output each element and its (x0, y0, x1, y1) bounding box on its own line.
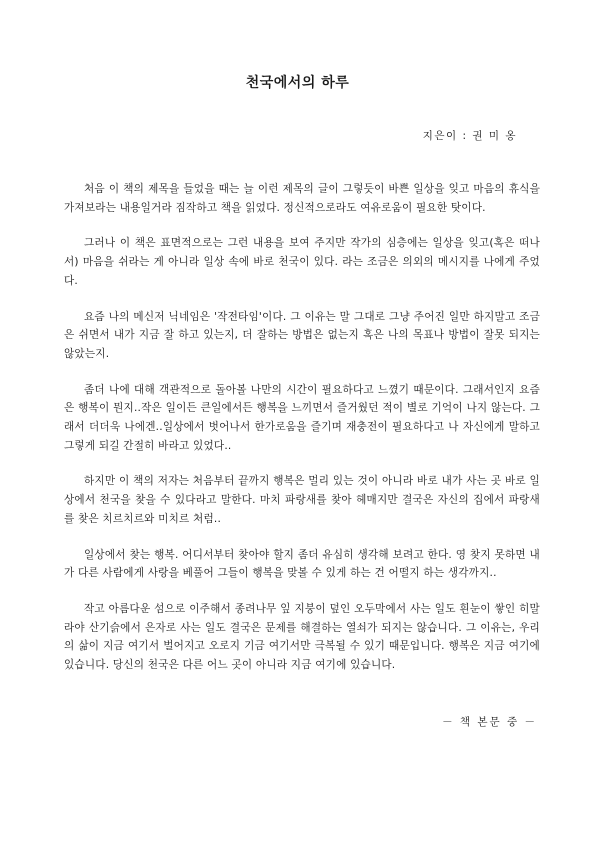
paragraph-3: 요즘 나의 메신저 닉네임은 '작전타임'이다. 그 이유는 말 그대로 그냥 주어진 일만 하지말고 조금은 쉬면서 내가 지금 잘 하고 있는지, 더 잘하는 방법은 없는지 혹은 나의 목표나 방법이 잘못 되지는 않았는지. (64, 310, 541, 360)
paragraph-1: 처음 이 책의 제목을 들었을 때는 늘 이런 제목의 글이 그렇듯이 바쁜 일상을 잊고 마음의 휴식을 가져보라는 내용일거라 짐작하고 책을 읽었다. 정신적으로라도 여유로움이 필요한 탓이다. (64, 183, 540, 214)
paragraph-2: 그러나 이 책은 표면적으로는 그런 내용을 보여 주지만 작가의 심층에는 일상을 잊고(혹은 떠나서) 마음을 쉬라는 게 아니라 일상 속에 바로 천국이 있다. 라는 조금은 의외의 메시지를 나에게 주었다. (64, 237, 540, 287)
source-note: － 책 본문 중 － (442, 716, 537, 728)
document-title: 천국에서의 하루 (245, 75, 350, 91)
paragraph-6: 일상에서 찾는 행복. 어디서부터 찾아야 할지 좀더 유심히 생각해 보려고 한다. 영 찾지 못하면 내가 다른 사람에게 사랑을 베풀어 그들이 행복을 맞볼 수 있게 하는 건 어떨지 하는 생각까지.. (64, 548, 540, 580)
paragraph-7: 작고 아름다운 섬으로 이주해서 종려나무 잎 지붕이 덮인 오두막에서 사는 일도 흰눈이 쌓인 히말라야 산기슭에서 은자로 사는 일도 결국은 문제를 해결하는 열쇠가 되지는 않습니다. 그 이유는, 우리의 삶이 지금 여기서 벌어지고 오로지 기금 여기서만 극복될 수 있기 때문입니다. 행복은 지금 여기에 있습니다. 당신의 천국은 다른 어느 곳이 아니라 지금 여기에 있습니다. (64, 602, 540, 672)
paragraph-5: 하지만 이 책의 저자는 처음부터 끝까지 행복은 멀리 있는 것이 아니라 바로 내가 사는 곳 바로 일상에서 천국을 찾을 수 있다라고 말한다. 마치 파랑새를 찾아 헤매지만 결국은 자신의 집에서 파랑새를 찾은 치르치르와 미치르 처럼.. (64, 475, 540, 525)
document-body (64, 180, 540, 675)
author-line: 지은이 : 권 미 옹 (422, 130, 517, 142)
paragraph-4: 좀더 나에 대해 객관적으로 돌아볼 나만의 시간이 필요하다고 느꼈기 때문이다. 그래서인지 요즘은 행복이 뭔지..작은 일이든 큰일에서든 행복을 느끼면서 즐거웠던 적이 별로 기억이 나지 않는다. 그래서 더더욱 나에겐..일상에서 벗어나서 한가로움을 즐기며 재충전이 필요하다고 나 자신에게 말하고 그렇게 되길 간절히 바라고 있었다.. (64, 383, 540, 452)
